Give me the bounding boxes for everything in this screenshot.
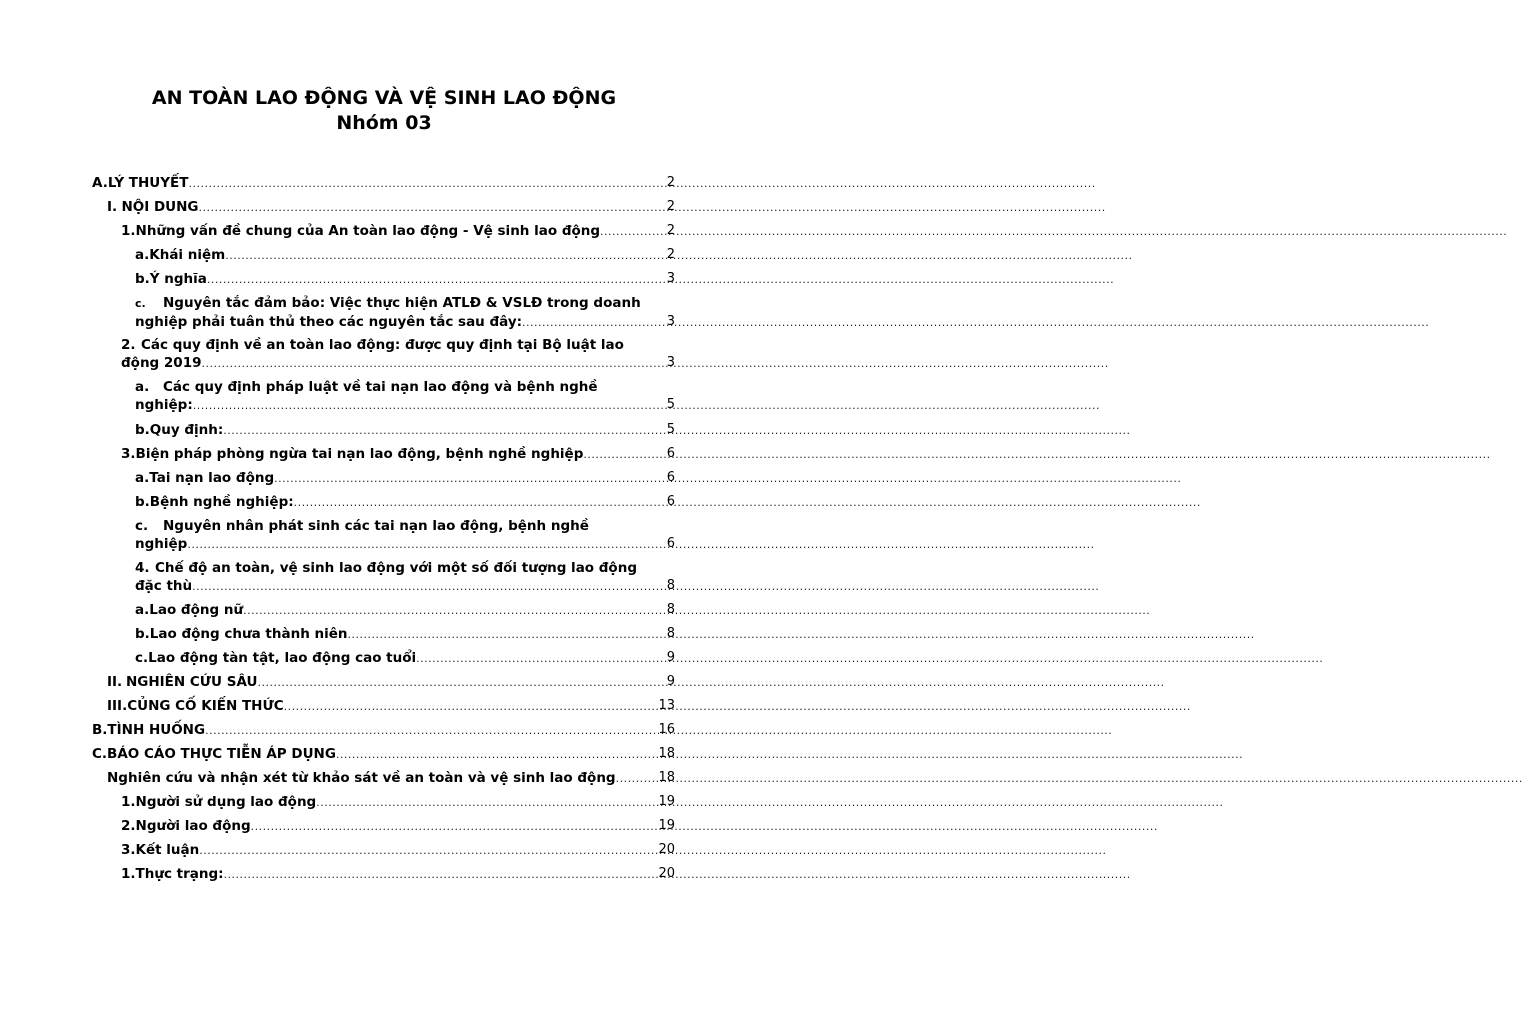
toc-text: NỘI DUNG [121, 199, 199, 215]
toc-page-number: 6 [666, 494, 675, 509]
toc-entry-3b[interactable] [135, 493, 675, 511]
toc-entry-c-study[interactable] [107, 769, 675, 787]
toc-entry-4b[interactable] [135, 625, 675, 643]
toc-number: b. [135, 422, 150, 438]
toc-leader [600, 222, 667, 240]
toc-page-number: 9 [666, 650, 675, 665]
document-subtitle: Nhóm 03 [336, 112, 432, 134]
toc-leader [223, 421, 666, 439]
toc-text: Người lao động [135, 818, 251, 834]
toc-entry-1b[interactable] [135, 270, 675, 288]
toc-number: A. [92, 175, 108, 191]
toc-text-line2: nghiệp: [135, 397, 193, 413]
toc-text: CỦNG CỐ KIẾN THỨC [127, 698, 284, 714]
toc-leader [416, 649, 667, 667]
toc-leader [251, 817, 659, 835]
toc-entry-3[interactable] [121, 445, 675, 463]
toc-entry-c3[interactable] [121, 841, 675, 859]
toc-number: a. [135, 247, 150, 263]
toc-page-number: 2 [666, 199, 675, 214]
toc-page-number: 6 [666, 470, 675, 485]
toc-text: Ý nghĩa [149, 271, 207, 287]
toc-leader [225, 246, 666, 264]
toc-text: Lao động chưa thành niên [149, 626, 348, 642]
toc-page-number: 6 [666, 536, 675, 551]
toc-text-line1: Các quy định về an toàn lao động: được quy định tại Bộ luật lao [141, 337, 624, 353]
toc-text: NGHIÊN CỨU SÂU [125, 674, 258, 690]
toc-entry-4a[interactable] [135, 601, 675, 619]
toc-entry-2a[interactable] [135, 378, 675, 414]
toc-text: Bệnh nghề nghiệp: [149, 494, 294, 510]
toc-number: III. [107, 698, 128, 714]
toc-page-number: 5 [666, 397, 675, 412]
toc-entry-c[interactable] [92, 745, 675, 763]
toc-page-number: 8 [666, 626, 675, 641]
toc-text: BÁO CÁO THỰC TIỄN ÁP DỤNG [107, 746, 336, 762]
toc-text: Kết luận [135, 842, 200, 858]
toc-number: c. [135, 518, 149, 534]
toc-entry-4c[interactable] [135, 649, 675, 667]
toc-leader [257, 673, 666, 691]
toc-number: I. [107, 199, 118, 215]
toc-page-number: 13 [658, 698, 675, 713]
toc-text: Quy định: [149, 422, 224, 438]
toc-page-number: 20 [658, 866, 675, 881]
toc-leader [207, 270, 667, 288]
toc-text-line1: Nguyên tắc đảm bảo: Việc thực hiện ATLĐ & VSLĐ trong doanh [163, 295, 641, 311]
toc-page-number: 19 [658, 794, 675, 809]
toc-page-number: 2 [666, 175, 675, 190]
toc-number: a. [135, 470, 150, 486]
toc-page-number: 8 [666, 602, 675, 617]
toc-page-number: 18 [658, 746, 675, 761]
toc-leader [616, 769, 659, 787]
toc-number: 1. [121, 223, 136, 239]
toc-text-line1: Chế độ an toàn, vệ sinh lao động với một số đối tượng lao động [155, 560, 637, 576]
toc-leader [336, 745, 659, 763]
toc-leader [316, 793, 658, 811]
toc-text-line1: Nguyên nhân phát sinh các tai nạn lao động, bệnh nghề [163, 518, 589, 534]
toc-number: b. [135, 626, 150, 642]
toc-page-number: 3 [666, 355, 675, 370]
toc-text-line2: nghiệp phải tuân thủ theo các nguyên tắc sau đây: [135, 314, 523, 330]
toc-leader [188, 174, 666, 192]
toc-number: b. [135, 271, 150, 287]
toc-entry-3c[interactable] [135, 517, 675, 553]
toc-leader [224, 865, 659, 883]
toc-number: II. [107, 674, 123, 690]
toc-text: Khái niệm [149, 247, 226, 263]
toc-page-number: 5 [666, 422, 675, 437]
toc-leader [199, 841, 658, 859]
toc-entry-a[interactable] [92, 174, 675, 192]
toc-leader [348, 625, 667, 643]
toc-entry-1c[interactable] [135, 294, 675, 331]
toc-text-line2: nghiệp [135, 536, 188, 552]
toc-entry-b[interactable] [92, 721, 675, 739]
toc-entry-2b[interactable] [135, 421, 675, 439]
toc-text: Lao động nữ [149, 602, 244, 618]
toc-leader [205, 721, 658, 739]
toc-page-number: 2 [666, 223, 675, 238]
toc-page-number: 8 [666, 578, 675, 593]
toc-text: Những vấn đề chung của An toàn lao động - Vệ sinh lao động [135, 223, 601, 239]
toc-text: Lao động tàn tật, lao động cao tuổi [148, 650, 417, 666]
toc-number: a. [135, 602, 150, 618]
toc-entry-1[interactable] [121, 222, 675, 240]
toc-number: c. [135, 650, 149, 666]
toc-entry-3a[interactable] [135, 469, 675, 487]
toc-text-line2: đặc thù [135, 578, 193, 594]
toc-page-number: 16 [658, 722, 675, 737]
toc-entry-2[interactable] [121, 336, 675, 372]
toc-entry-iii[interactable] [107, 697, 675, 715]
toc-page-number: 20 [658, 842, 675, 857]
toc-entry-c4[interactable] [121, 865, 675, 883]
toc-text: Biện pháp phòng ngừa tai nạn lao động, bệnh nghề nghiệp [135, 446, 584, 462]
toc-text-line1: Các quy định pháp luật về tai nạn lao động và bệnh nghề [163, 379, 598, 395]
toc-number: C. [92, 746, 108, 762]
toc-text: TÌNH HUỐNG [107, 722, 206, 738]
toc-number: 4. [135, 560, 150, 576]
toc-text: Nghiên cứu và nhận xét từ khảo sát về an toàn và vệ sinh lao động [107, 770, 616, 786]
toc-text: LÝ THUYẾT [107, 175, 189, 191]
toc-number: b. [135, 494, 150, 510]
toc-text-line2: động 2019 [121, 355, 202, 371]
toc-leader [294, 493, 667, 511]
toc-page-number: 2 [666, 247, 675, 262]
toc-text: Thực trạng: [135, 866, 224, 882]
document-title: AN TOÀN LAO ĐỘNG VÀ VỆ SINH LAO ĐỘNG [151, 87, 617, 109]
toc-leader [199, 198, 667, 216]
toc-number: 3. [121, 446, 136, 462]
toc-leader [274, 469, 667, 487]
toc-leader [187, 535, 666, 553]
toc-entry-c2[interactable] [121, 817, 675, 835]
toc-entry-ii[interactable] [107, 673, 675, 691]
toc-text: Người sử dụng lao động [135, 794, 317, 810]
toc-entry-i[interactable] [107, 198, 675, 216]
toc-leader [284, 697, 659, 715]
toc-number: B. [92, 722, 108, 738]
toc-page-number: 9 [666, 674, 675, 689]
toc-number: 2. [121, 337, 136, 353]
toc-entry-1a[interactable] [135, 246, 675, 264]
toc-page-number: 3 [666, 314, 675, 329]
toc-number: a. [135, 379, 150, 395]
toc-leader [243, 601, 667, 619]
toc-number: c. [135, 297, 146, 310]
toc-entry-c1[interactable] [121, 793, 675, 811]
toc-number: 1. [121, 794, 136, 810]
toc-leader [192, 577, 667, 595]
toc-leader [522, 313, 667, 331]
toc-text: Tai nạn lao động [149, 470, 275, 486]
toc-number: 2. [121, 818, 136, 834]
toc-page-number: 3 [666, 271, 675, 286]
toc-page-number: 6 [666, 446, 675, 461]
toc-page-number: 18 [658, 770, 675, 785]
toc-leader [202, 354, 667, 372]
toc-number: 3. [121, 842, 136, 858]
toc-leader [583, 445, 666, 463]
toc-entry-4[interactable] [135, 559, 675, 595]
toc-page-number: 19 [658, 818, 675, 833]
toc-number: 1. [121, 866, 136, 882]
toc-leader [193, 396, 667, 414]
